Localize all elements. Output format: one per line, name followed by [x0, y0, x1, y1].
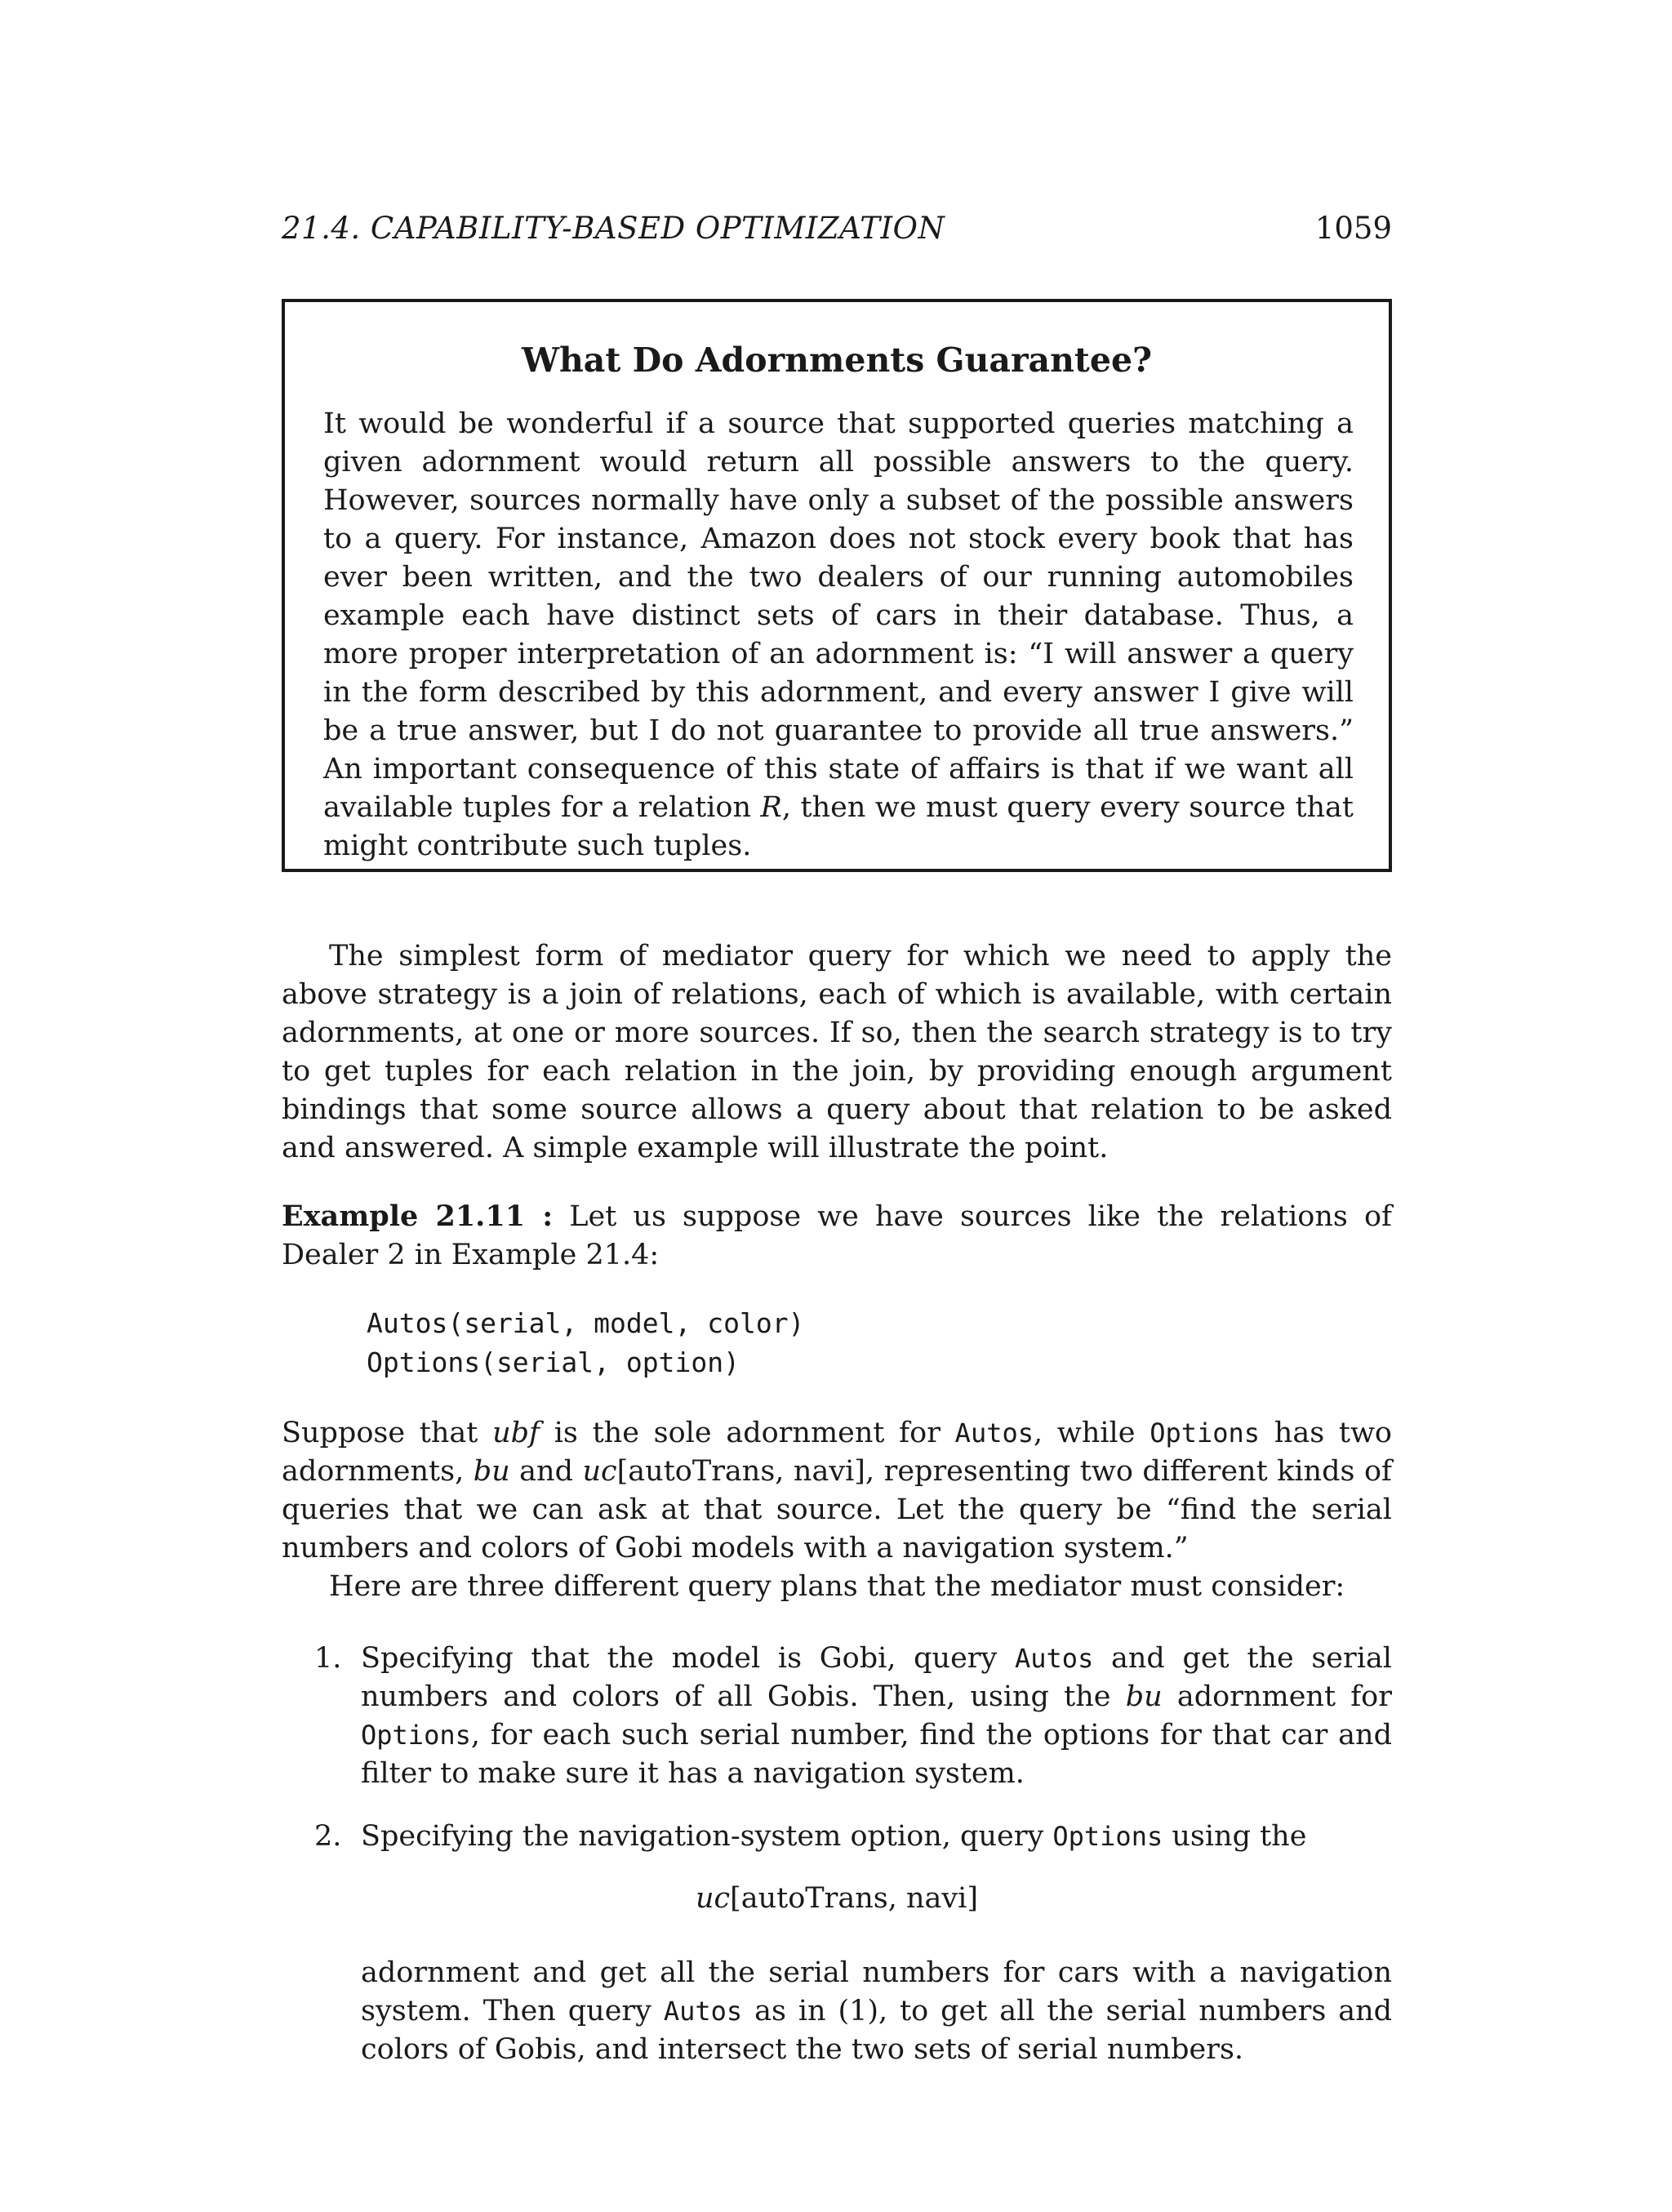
- sidebar-box: [282, 299, 1392, 872]
- list-item-number: 2.: [314, 1820, 342, 1853]
- adornment-bu: bu: [1125, 1680, 1163, 1713]
- text-part: [autoTrans, navi], representing two different kinds of queries that we can ask at that source. Let the query be “find the serial numbers and colors of Gobi models with a navigation system.”: [282, 1455, 1392, 1564]
- adornment-uc: uc: [582, 1455, 617, 1488]
- adornment-ubf: ubf: [492, 1417, 540, 1449]
- text-part: using the: [1163, 1820, 1307, 1853]
- text-part: is the sole adornment for: [539, 1417, 955, 1449]
- list-item-continuation: [361, 1954, 1392, 2069]
- sidebar-box-title: What Do Adornments Guarantee?: [521, 340, 1153, 380]
- adornment-bu: bu: [473, 1455, 510, 1488]
- text-part: as in (1), to get all the serial numbers and colors of Gobis, and intersect the two sets of serial numbers.: [361, 1995, 1393, 2066]
- text-part: , for each such serial number, find the options for that car and filter to make sure it has a navigation system.: [361, 1719, 1392, 1790]
- text-part: adornment for: [1162, 1680, 1392, 1713]
- sidebar-text-part: , then we must query every source that might contribute such tuples.: [323, 791, 1354, 862]
- text-part: Suppose that: [282, 1417, 493, 1449]
- page-number: 1059: [1314, 211, 1392, 246]
- text-part: Specifying the navigation-system option, query: [361, 1820, 1053, 1853]
- example-text: Let us suppose we have sources like the relations of Dealer 2 in Example 21.4:: [282, 1200, 1392, 1271]
- code-line-autos: Autos(serial, model, color): [367, 1307, 805, 1339]
- sidebar-text-part: It would be wonderful if a source that supported queries matching a given adornment would return all possible answers to the query. However, sources normally have only a subset of the possible answers to a query. For instance, Amazon does not stock every book that has ever been written, and the two dealers of our running automobiles example each have distinct sets of cars in their database. Thus, a more proper interpretation of an adornment is: “I will answer a query in the form described by this adornment, and every answer I give will be a true answer, but I do not guarantee to provide all true answers.” An important consequence of this state of affairs is that if we want all available tuples for a relation: [323, 407, 1354, 824]
- text-part: has two adornments,: [282, 1417, 1392, 1488]
- paragraph-mediator-query: The simplest form of mediator query for which we need to apply the above strategy is a join of relations, each of which is available, with certain adornments, at one or more sources. If so, then the search strategy is to try to get tuples for each relation in the join, by providing enough argument bindings that some source allows a query about that relation to be asked and answered. A simple example will illustrate the point.: [282, 940, 1392, 1164]
- relation-options: Options: [361, 1720, 471, 1751]
- list-item-content: [361, 1818, 1392, 1856]
- paragraph-query-plans: Here are three different query plans that the mediator must consider:: [329, 1570, 1345, 1603]
- text-part: , while: [1034, 1417, 1150, 1449]
- centered-adornment: [282, 1880, 1392, 1918]
- adornment-args: [autoTrans, navi]: [730, 1882, 979, 1915]
- adornment-uc: uc: [695, 1882, 731, 1915]
- sidebar-box-body: [323, 405, 1354, 866]
- code-line-options: Options(serial, option): [367, 1346, 740, 1378]
- text-part: Specifying that the model is Gobi, query: [361, 1642, 1015, 1675]
- relation-autos: Autos: [954, 1418, 1034, 1449]
- example-intro: [282, 1197, 1392, 1275]
- list-item-number: 1.: [314, 1642, 342, 1675]
- text-part: and get the serial numbers and colors of all Gobis. Then, using the: [361, 1642, 1393, 1713]
- running-head: [282, 208, 1392, 249]
- section-title: 21.4. CAPABILITY-BASED OPTIMIZATION: [282, 211, 945, 246]
- relation-options: Options: [1052, 1821, 1163, 1852]
- text-part: and: [509, 1455, 583, 1488]
- paragraph-adornments: [282, 1414, 1392, 1568]
- relation-autos: Autos: [663, 1996, 743, 2027]
- relation-options: Options: [1150, 1418, 1261, 1449]
- list-item-content: [361, 1640, 1392, 1793]
- example-label: Example 21.11 :: [282, 1199, 554, 1233]
- text-part: adornment and get all the serial numbers for cars with a navigation system. Then query: [361, 1956, 1392, 2027]
- relation-variable: R: [760, 791, 782, 824]
- relation-autos: Autos: [1015, 1643, 1094, 1674]
